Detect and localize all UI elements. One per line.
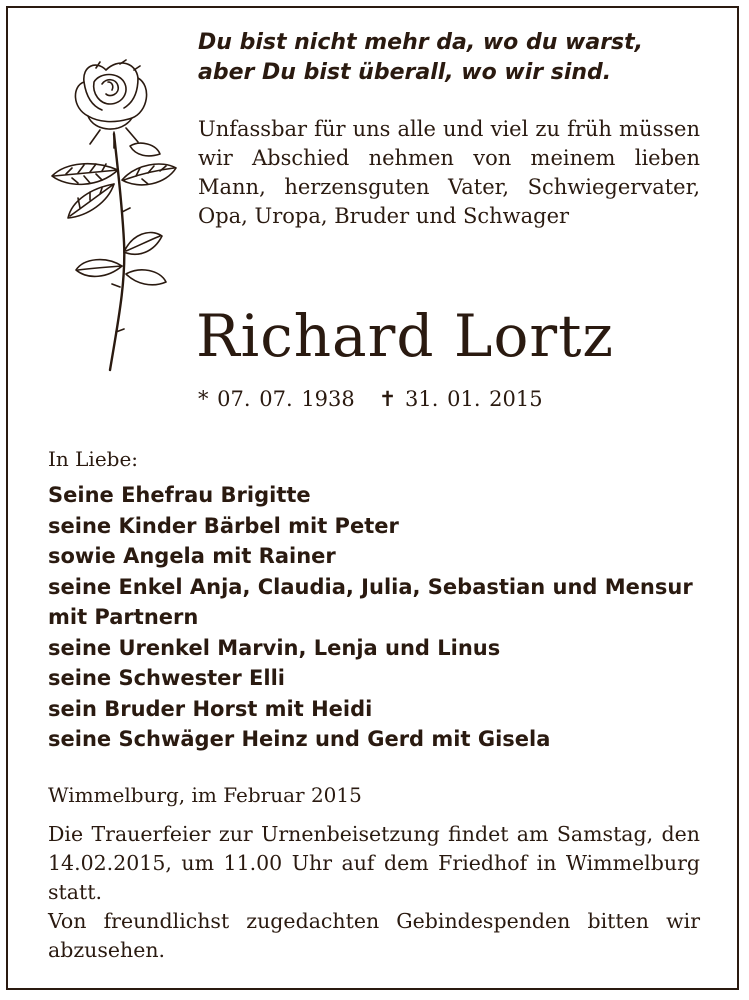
family-member: seine Schwäger Heinz und Gerd mit Gisela [48, 727, 551, 751]
quote [198, 28, 728, 88]
family-member: sein Bruder Horst mit Heidi [48, 696, 373, 721]
family-member: Seine Ehefrau Brigitte [48, 483, 311, 507]
family-member: seine Kinder Bärbel mit Peter [48, 513, 399, 538]
family-member: seine Enkel Anja, Claudia, Julia, Sebastian und Mensur [48, 574, 693, 599]
death-date: ✝ 31. 01. 2015 [378, 387, 543, 411]
birth-date: * 07. 07. 1938 [198, 387, 355, 411]
family-member: sowie Angela mit Rainer [48, 544, 336, 568]
quote-line-2: aber Du bist überall, wo wir sind. [198, 60, 612, 85]
place-date: Wimmelburg, im Februar 2015 [48, 783, 362, 807]
greeting: In Liebe: [48, 447, 139, 471]
ceremony-notice: Die Trauerfeier zur Urnenbeisetzung findet am Samstag, den 14.02.2015, um 11.00 Uhr auf dem Friedhof in Wimmelburg statt. [48, 822, 700, 904]
funeral-notice [48, 820, 700, 965]
family-member: seine Urenkel Marvin, Lenja und Linus [48, 635, 501, 660]
family-member: seine Schwester Elli [48, 666, 285, 690]
family-member: mit Partnern [48, 605, 199, 629]
intro-text: Unfassbar für uns alle und viel zu früh müssen wir Abschied nehmen von meinem lieben Mann, herzensguten Vater, Schwiegervater, Opa, Uropa, Bruder und Schwager [198, 117, 700, 228]
rose-illustration-icon [44, 52, 184, 374]
deceased-name: Richard Lortz [196, 302, 614, 370]
family-list [48, 480, 728, 755]
flowers-notice: Von freundlichst zugedachten Gebindespenden bitten wir abzusehen. [48, 909, 700, 962]
life-dates [198, 384, 543, 414]
quote-line-1: Du bist nicht mehr da, wo du warst, [198, 30, 644, 55]
